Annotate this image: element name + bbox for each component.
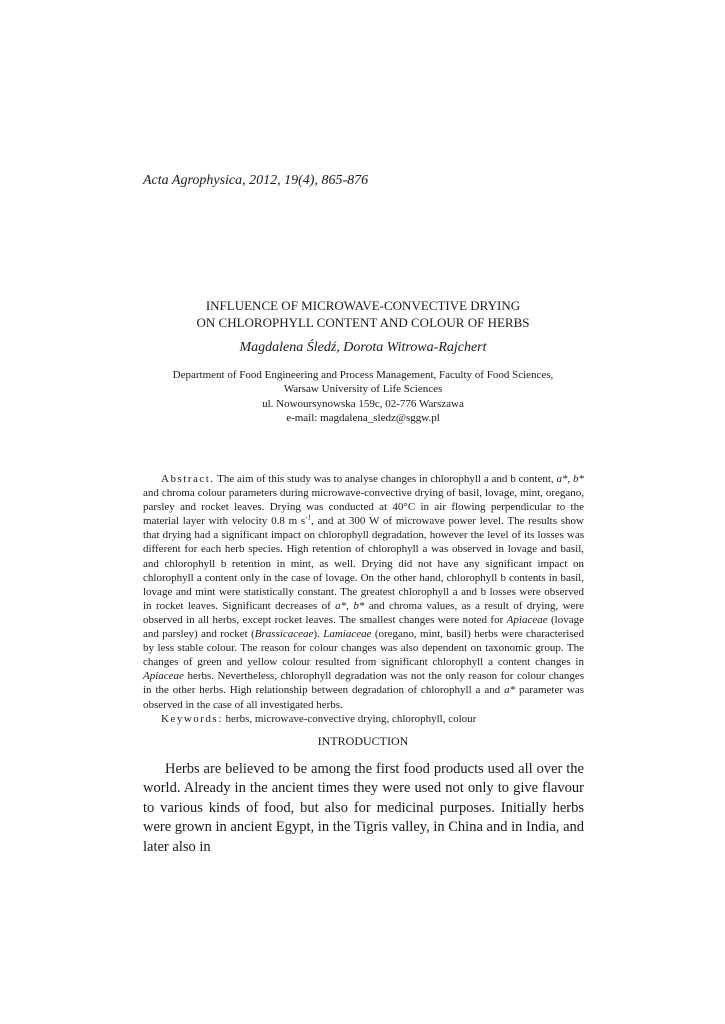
abstract-paragraph [143, 472, 584, 712]
journal-reference: Acta Agrophysica, 2012, 19(4), 865-876 [143, 173, 369, 188]
section-heading-introduction: INTRODUCTION [317, 734, 409, 748]
keywords-label: Keywords: [161, 712, 223, 725]
title-line-1: INFLUENCE OF MICROWAVE-CONVECTIVE DRYING [205, 298, 521, 313]
abstract-text: and chroma values, as a result of drying, were observed in all herbs, except rocket leaves. The smallest changes were noted for [143, 599, 584, 626]
authors: Magdalena Śledź, Dorota Witrowa-Rajchert [239, 340, 487, 355]
abstract-b-star: b* [573, 473, 585, 485]
abstract-text: parameter was observed in the case of all investigated herbs. [143, 684, 584, 711]
affiliation-line-2: Warsaw University of Life Sciences [283, 383, 443, 396]
affiliation-line-3: ul. Nowoursynowska 159c, 02-776 Warszawa [262, 397, 464, 410]
affiliation [143, 368, 583, 426]
introduction-body [143, 760, 584, 857]
abstract-a-star: a* [504, 684, 516, 697]
introduction-paragraph: Herbs are believed to be among the first food products used all over the world. Already in the ancient times they were used not only to give flavour to various kinds of food, but also for medicinal purposes. Initially herbs were grown in ancient Egypt, in the Tigris valley, in China and in India, and later also in [143, 761, 584, 855]
abstract-text: herbs. Nevertheless, chlorophyll degradation was not the only reason for colour changes in the other herbs. High relationship between degradation of chlorophyll a and [143, 670, 584, 697]
abstract-text: , [567, 473, 574, 485]
abstract-superscript: -1 [305, 513, 312, 522]
abstract-taxon: Brassicaceae [254, 628, 314, 641]
abstract-text: The aim of this study was to analyse changes in chlorophyll a and b content, [214, 473, 557, 485]
abstract-a-star: a* [335, 599, 347, 612]
abstract-taxon: Apiaceae [143, 670, 184, 683]
abstract [143, 472, 584, 726]
abstract-a-star: a* [556, 473, 568, 485]
title-line-2: ON CHLOROPHYLL CONTENT AND COLOUR OF HERBS [196, 315, 530, 330]
keywords-text: herbs, microwave-convective drying, chlorophyll, colour [222, 712, 477, 725]
affiliation-line-1: Department of Food Engineering and Process Management, Faculty of Food Sciences, [172, 369, 554, 381]
keywords [143, 712, 584, 726]
abstract-text: (lovage and parsley) and rocket ( [143, 613, 585, 641]
abstract-text: (oregano, mint, basil) herbs were characterised by less stable colour. The reason for colour changes was also dependent on taxonomic group. The changes of green and yellow colour resulted from significant chlorophyll a content changes in [143, 628, 584, 669]
abstract-b-star: b* [353, 599, 365, 612]
abstract-label: Abstract. [161, 473, 215, 485]
abstract-text: ). [313, 628, 324, 641]
abstract-text: , [346, 599, 354, 612]
abstract-text: , and at 300 W of microwave power level. The results show that drying had a significant impact on chlorophyll degradation, however the level of its losses was different for each herb species. High retention of chlorophyll a was observed in lovage and basil, and chlorophyll b retention in mint, as well. Drying did not have any significant impact on chlorophyll a content only in the case of lovage. On the other hand, chlorophyll b contents in basil, lovage and mint were statistically constant. The greatest chlorophyll a and b losses were observed in rocket leaves. Significant decreases of [143, 515, 584, 612]
abstract-taxon: Apiaceae [506, 613, 548, 626]
abstract-taxon: Lamiaceae [323, 628, 372, 641]
abstract-text: and chroma colour parameters during microwave-convective drying of basil, lovage, mint, oregano, parsley and rocket leaves. Drying was conducted at 40°C in air flowing perpendicular to the material layer with velocity 0.8 m s [143, 487, 584, 528]
paper-title [143, 297, 583, 331]
affiliation-email: e-mail: magdalena_sledz@sggw.pl [286, 412, 440, 425]
